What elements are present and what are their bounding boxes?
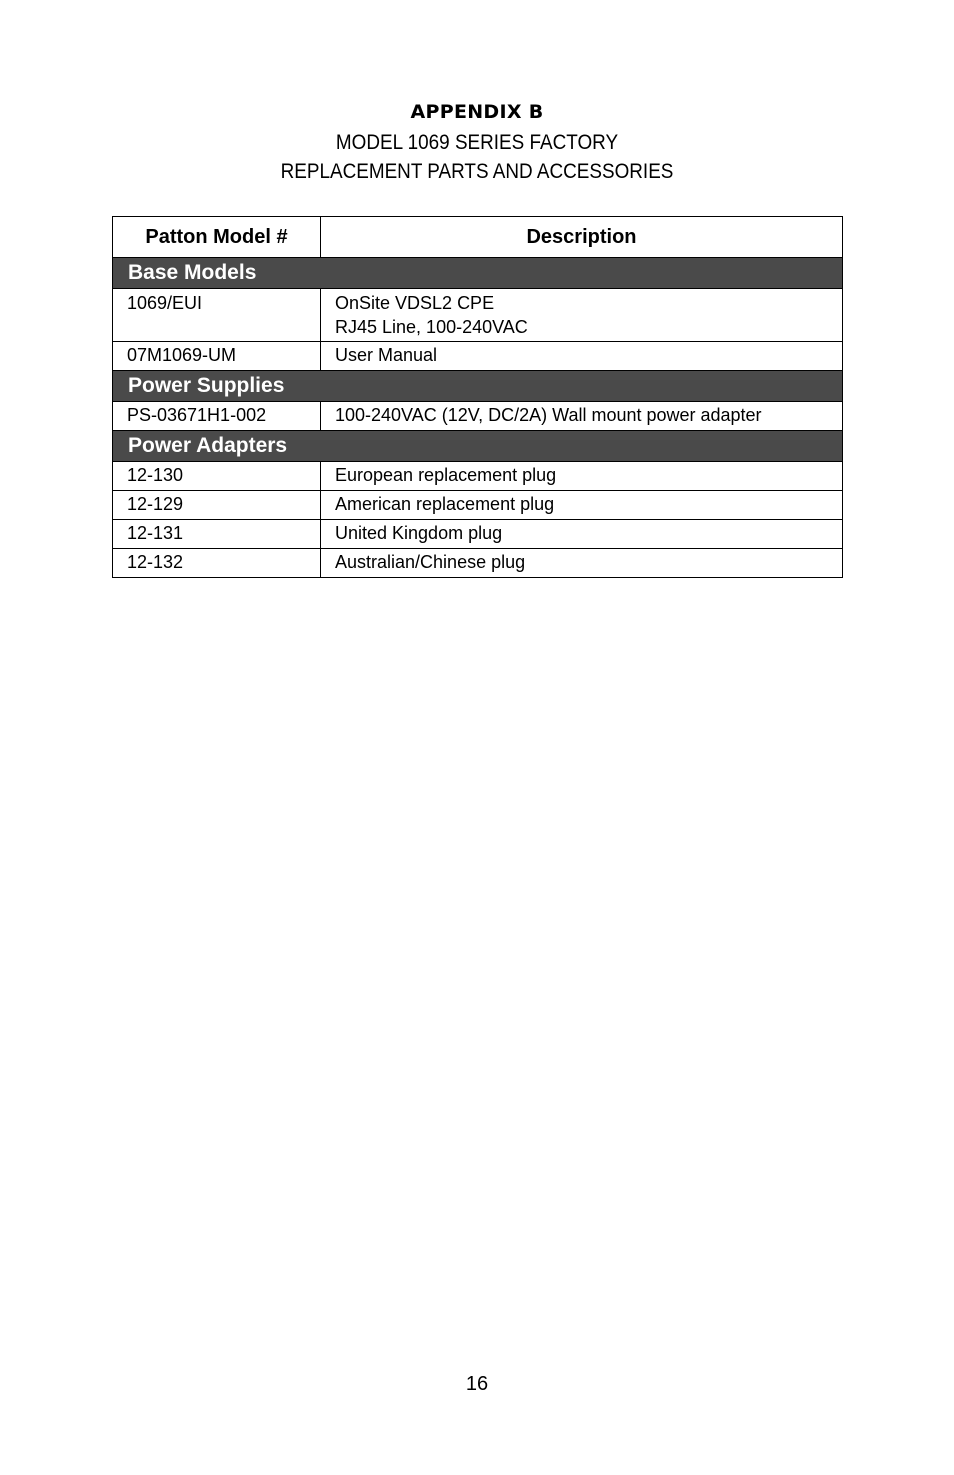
description-cell xyxy=(321,289,843,342)
parts-table-body xyxy=(113,258,843,578)
table-row xyxy=(113,491,843,520)
model-number: 12-131 xyxy=(113,520,321,549)
section-title: Base Models xyxy=(113,258,843,289)
description-line: RJ45 Line, 100-240VAC xyxy=(335,317,528,337)
description-cell: American replacement plug xyxy=(321,491,843,520)
description-line: OnSite VDSL2 CPE xyxy=(335,293,495,313)
model-number: 12-129 xyxy=(113,491,321,520)
column-header-model: Patton Model # xyxy=(113,217,321,258)
section-row-base-models xyxy=(113,258,843,289)
table-row xyxy=(113,462,843,491)
document-subtitle-line-2: REPLACEMENT PARTS AND ACCESSORIES xyxy=(280,160,674,183)
section-title: Power Supplies xyxy=(113,371,843,402)
appendix-title: APPENDIX B xyxy=(410,101,544,123)
parts-table xyxy=(112,216,843,578)
parts-table-header xyxy=(113,217,843,258)
model-number: 12-130 xyxy=(113,462,321,491)
header-row xyxy=(113,217,843,258)
page-number: 16 xyxy=(465,1373,489,1395)
description-cell: United Kingdom plug xyxy=(321,520,843,549)
description-cell: European replacement plug xyxy=(321,462,843,491)
table-row xyxy=(113,520,843,549)
column-header-description: Description xyxy=(321,217,843,258)
description-cell: User Manual xyxy=(321,342,843,371)
table-row xyxy=(113,289,843,342)
model-number: PS-03671H1-002 xyxy=(113,402,321,431)
section-title: Power Adapters xyxy=(113,431,843,462)
table-row xyxy=(113,342,843,371)
model-number: 1069/EUI xyxy=(113,289,321,342)
document-subtitle-line-1: MODEL 1069 SERIES FACTORY xyxy=(335,131,619,154)
description-cell: Australian/Chinese plug xyxy=(321,549,843,578)
description-cell: 100-240VAC (12V, DC/2A) Wall mount power adapter xyxy=(321,402,843,431)
table-row xyxy=(113,402,843,431)
section-row-power-adapters xyxy=(113,431,843,462)
table-row xyxy=(113,549,843,578)
model-number: 07M1069-UM xyxy=(113,342,321,371)
model-number: 12-132 xyxy=(113,549,321,578)
section-row-power-supplies xyxy=(113,371,843,402)
